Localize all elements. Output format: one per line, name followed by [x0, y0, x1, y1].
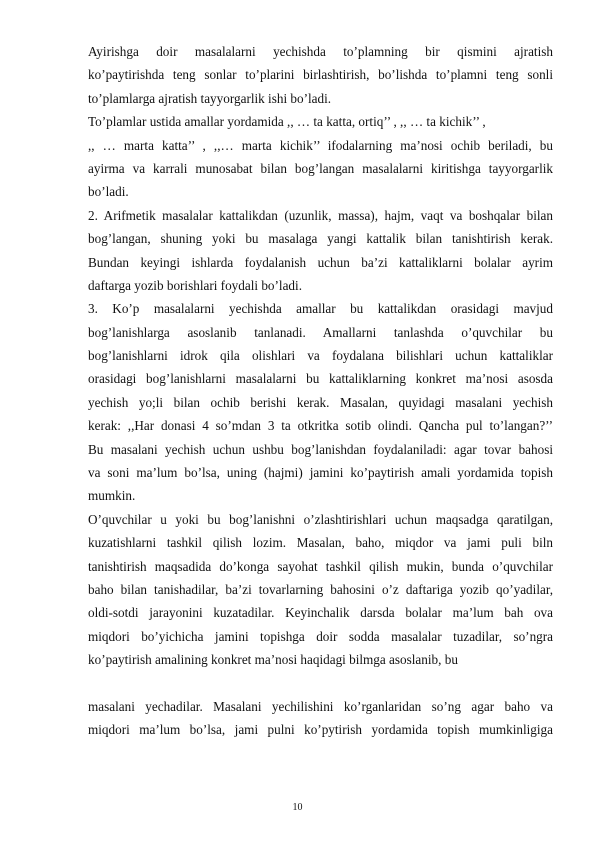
page-number: 10: [292, 802, 303, 813]
text-line: baho bilan tanishadilar, ba’zi tovarlarning bahosini o’z daftariga yozib qo’yadilar,: [88, 581, 553, 597]
text-line: va soni ma’lum bo’lsa, uning (hajmi) jamini ko’paytirish amali yordamida topish: [88, 465, 553, 481]
text-line: to’plamlarga ajratish tayyorgarlik ishi bo’ladi.: [88, 90, 332, 106]
text-line: ko’paytirishda teng sonlar to’plarini birlashtirish, bo’lishda to’plamni teng sonli: [88, 67, 553, 83]
text-line: bo’ladi.: [88, 184, 129, 200]
text-line: tanishtirish maqsadida do’konga sayohat tashkil qilish mukin, bunda o’quvchilar: [88, 558, 553, 574]
text-line: orasidagi bog’lanishlarni masalalarni bu kattaliklarning konkret ma’nosi asosda: [88, 371, 553, 387]
text-line: ,, … marta katta’’ , ,,… marta kichik’’ ifodalarning ma’nosi ochib beriladi, bu: [88, 137, 553, 153]
text-line: oldi-sotdi jarayonini kuzatadilar. Keyinchalik darsda bolalar ma’lum bah ova: [88, 605, 553, 621]
text-line: To’plamlar ustida amallar yordamida ,, … ta katta, ortiq’’ , ,, … ta kichik’’ ,: [88, 114, 486, 130]
text-line: 3. Ko’p masalalarni yechishda amallar bu kattalikdan orasidagi mavjud: [88, 301, 553, 317]
text-line: masalani yechadilar. Masalani yechilishini ko’rganlaridan so’ng agar baho va: [88, 698, 553, 714]
text-line: ayirma va karrali munosabat bilan bog’langan masalalarni kiritishga tayyorgarlik: [88, 160, 553, 176]
text-line: miqdori bo’yichicha jamini topishga doir sodda masalalar tuzadilar, so’ngra: [88, 628, 553, 644]
text-line: bog’lanishlarga asoslanib tanlanadi. Amallarni tanlashda o’quvchilar bu: [88, 324, 553, 340]
document-body: [88, 40, 553, 742]
text-line: daftarga yozib borishlari foydali bo’ladi.: [88, 277, 302, 293]
text-line: 2. Arifmetik masalalar kattalikdan (uzunlik, massa), hajm, vaqt va boshqalar bilan: [88, 207, 553, 223]
text-line: Bundan keyingi ishlarda foydalanish uchun ba’zi kattaliklarni bolalar ayrim: [88, 254, 553, 270]
text-line: kuzatishlarni tashkil qilish lozim. Masalan, baho, miqdor va jami puli biln: [88, 535, 553, 551]
text-line: mumkin.: [88, 488, 136, 504]
text-line: O’quvchilar u yoki bu bog’lanishni o’zlashtirishlari uchun maqsadga qaratilgan,: [88, 511, 553, 527]
text-line: bog’lanishlarni idrok qila olishlari va foydalana bilishlari uchun kattaliklar: [88, 348, 553, 364]
text-line: ko’paytirish amalining konkret ma’nosi haqidagi bilmga asoslanib, bu: [88, 652, 458, 668]
text-line: yechish yo;li bilan ochib berishi kerak. Masalan, quyidagi masalani yechish: [88, 394, 553, 410]
text-line: kerak: ,,Har donasi 4 so’mdan 3 ta otkritka sotib olindi. Qancha pul to’langan?’’: [88, 418, 553, 434]
text-line: miqdori ma’lum bo’lsa, jami pulni ko’pytirish yordamida topish mumkinligiga: [88, 722, 553, 738]
text-line: Ayirishga doir masalalarni yechishda to’plamning bir qismini ajratish: [88, 44, 553, 59]
text-line: Bu masalani yechish uchun ushbu bog’lanishdan foydalaniladi: agar tovar bahosi: [88, 441, 553, 457]
text-line: bog’langan, shuning yoki bu masalaga yangi kattalik bilan tanishtirish kerak.: [88, 231, 553, 247]
blank-line: [88, 672, 553, 695]
